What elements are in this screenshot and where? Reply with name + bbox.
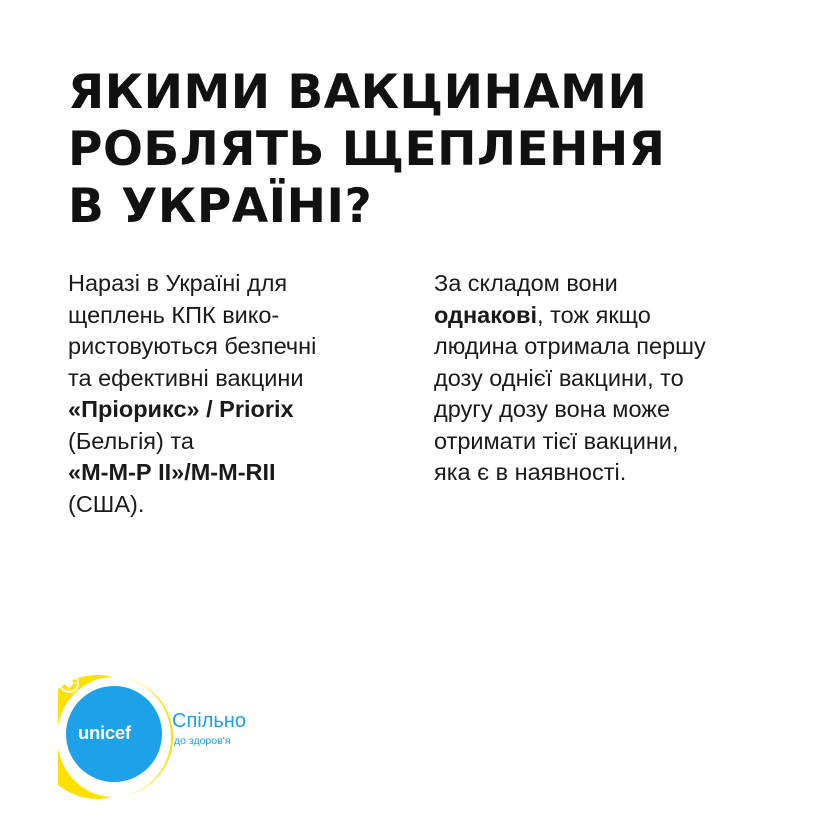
right-line-1: За складом вони xyxy=(434,270,618,296)
left-line-1: Наразі в Україні для xyxy=(68,270,288,296)
title-line-1: ЯКИМИ ВАКЦИНАМИ xyxy=(68,65,648,120)
left-line-2: щеплень КПК вико- xyxy=(68,301,280,328)
left-line-3: ристовуються безпечні xyxy=(68,333,317,359)
right-line-2-rest: , тож якщо xyxy=(537,301,651,328)
unicef-globe-icon xyxy=(58,672,80,694)
page-title xyxy=(68,64,665,235)
left-line-4: та ефективні вакцини xyxy=(68,364,304,391)
unicef-wordmark: unicef xyxy=(78,722,131,743)
right-line-5: другу дозу вона може xyxy=(434,396,671,422)
right-line-2 xyxy=(434,300,706,332)
left-paragraph xyxy=(68,268,316,520)
title-line-3: В УКРАЇНІ? xyxy=(68,179,373,234)
tagline: Спільно xyxy=(172,710,246,732)
emphasis-same: однакові xyxy=(434,301,538,328)
vaccine-name-priorix: «Пріорикс» / Priorix xyxy=(68,396,294,422)
right-line-3: людина отримала першу xyxy=(434,333,706,359)
vaccine-name-mmrii: «М-М-Р II»/M-M-RII xyxy=(68,459,276,485)
right-line-6: отримати тієї вакцини, xyxy=(434,427,679,454)
left-line-6: (Бельгія) та xyxy=(68,427,194,454)
right-line-4: дозу однієї вакцини, то xyxy=(434,364,684,391)
title-line-2: РОБЛЯТЬ ЩЕПЛЕННЯ xyxy=(68,122,666,177)
tagline-sub: до здоров'я xyxy=(174,735,231,747)
unicef-logo xyxy=(58,672,308,802)
right-line-7: яка є в наявності. xyxy=(434,459,627,485)
right-paragraph xyxy=(434,268,706,489)
left-line-8: (США). xyxy=(68,490,145,517)
